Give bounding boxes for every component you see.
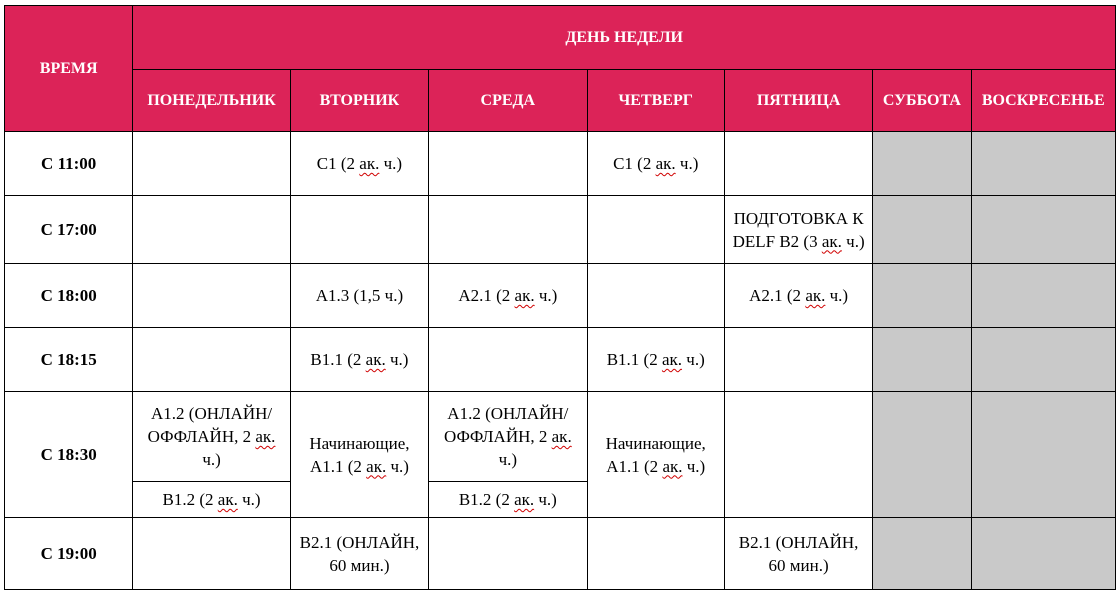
schedule-cell — [587, 392, 724, 518]
weekend-cell — [971, 264, 1115, 328]
weekend-cell — [873, 132, 971, 196]
class-label: A1.2 (ОНЛАЙН/ОФФЛАЙН, 2 ак. ч.) — [147, 404, 276, 469]
schedule-cell — [133, 482, 290, 518]
schedule-cell-empty — [133, 518, 290, 590]
class-label: B2.1 (ОНЛАЙН, 60 мин.) — [299, 532, 420, 575]
class-label: ПОДГОТОВКА К DELF B2 (3 ак. ч.) — [732, 208, 865, 251]
weekend-cell — [971, 392, 1115, 518]
schedule-cell — [724, 196, 872, 264]
class-label: C1 (2 ак. ч.) — [613, 154, 699, 173]
class-label: B2.1 (ОНЛАЙН, 60 мин.) — [738, 532, 859, 575]
weekend-cell — [873, 392, 971, 518]
class-label: B1.1 (2 ак. ч.) — [310, 350, 409, 369]
class-label: B1.1 (2 ак. ч.) — [606, 350, 705, 369]
class-label: Начинающие, A1.1 (2 ак. ч.) — [605, 433, 706, 476]
day-header-monday: ПОНЕДЕЛЬНИК — [133, 70, 290, 132]
weekday-group-header: ДЕНЬ НЕДЕЛИ — [133, 6, 1116, 70]
table-row — [5, 264, 1116, 328]
weekend-cell — [971, 518, 1115, 590]
day-header-sunday: ВОСКРЕСЕНЬЕ — [971, 70, 1115, 132]
schedule-cell-empty — [133, 132, 290, 196]
class-label: A1.2 (ОНЛАЙН/ОФФЛАЙН, 2 ак. ч.) — [443, 404, 572, 469]
table-row — [5, 518, 1116, 590]
class-label: A2.1 (2 ак. ч.) — [458, 286, 558, 305]
time-cell: С 19:00 — [5, 518, 133, 590]
schedule-cell — [290, 392, 428, 518]
table-row — [5, 132, 1116, 196]
schedule-cell-empty — [587, 264, 724, 328]
schedule-cell — [290, 328, 428, 392]
schedule-cell-empty — [290, 196, 428, 264]
schedule-cell-empty — [429, 132, 587, 196]
schedule-cell — [429, 392, 587, 482]
schedule-cell — [587, 328, 724, 392]
weekend-cell — [971, 328, 1115, 392]
time-cell: С 18:00 — [5, 264, 133, 328]
schedule-cell-empty — [133, 328, 290, 392]
day-header-thursday: ЧЕТВЕРГ — [587, 70, 724, 132]
schedule-cell-empty — [724, 392, 872, 518]
weekend-cell — [971, 132, 1115, 196]
time-cell: С 18:30 — [5, 392, 133, 518]
time-cell: С 11:00 — [5, 132, 133, 196]
schedule-cell-empty — [429, 328, 587, 392]
schedule-cell — [429, 482, 587, 518]
time-cell: С 17:00 — [5, 196, 133, 264]
weekend-cell — [873, 518, 971, 590]
day-header-wednesday: СРЕДА — [429, 70, 587, 132]
schedule-table — [4, 5, 1116, 590]
time-cell: С 18:15 — [5, 328, 133, 392]
time-column-header: ВРЕМЯ — [5, 6, 133, 132]
class-label: C1 (2 ак. ч.) — [316, 154, 403, 173]
schedule-cell — [429, 264, 587, 328]
schedule-cell-empty — [429, 518, 587, 590]
schedule-cell — [133, 392, 290, 482]
schedule-cell-empty — [724, 328, 872, 392]
class-label: Начинающие, A1.1 (2 ак. ч.) — [309, 433, 410, 476]
day-header-saturday: СУББОТА — [873, 70, 971, 132]
day-header-friday: ПЯТНИЦА — [724, 70, 872, 132]
schedule-cell — [724, 264, 872, 328]
weekend-cell — [873, 196, 971, 264]
weekend-cell — [873, 264, 971, 328]
schedule-cell — [290, 132, 428, 196]
schedule-cell — [290, 264, 428, 328]
table-row — [5, 328, 1116, 392]
schedule-cell-empty — [724, 132, 872, 196]
day-header-tuesday: ВТОРНИК — [290, 70, 428, 132]
class-label: B1.2 (2 ак. ч.) — [162, 490, 261, 509]
schedule-cell-empty — [133, 264, 290, 328]
schedule-cell-empty — [133, 196, 290, 264]
class-label: A1.3 (1,5 ч.) — [315, 286, 404, 305]
schedule-cell — [290, 518, 428, 590]
class-label: A2.1 (2 ак. ч.) — [749, 286, 849, 305]
table-row — [5, 392, 1116, 482]
table-row — [5, 196, 1116, 264]
schedule-cell-empty — [429, 196, 587, 264]
schedule-cell — [724, 518, 872, 590]
schedule-cell-empty — [587, 518, 724, 590]
schedule-cell-empty — [587, 196, 724, 264]
weekend-cell — [971, 196, 1115, 264]
weekend-cell — [873, 328, 971, 392]
schedule-cell — [587, 132, 724, 196]
class-label: B1.2 (2 ак. ч.) — [458, 490, 557, 509]
